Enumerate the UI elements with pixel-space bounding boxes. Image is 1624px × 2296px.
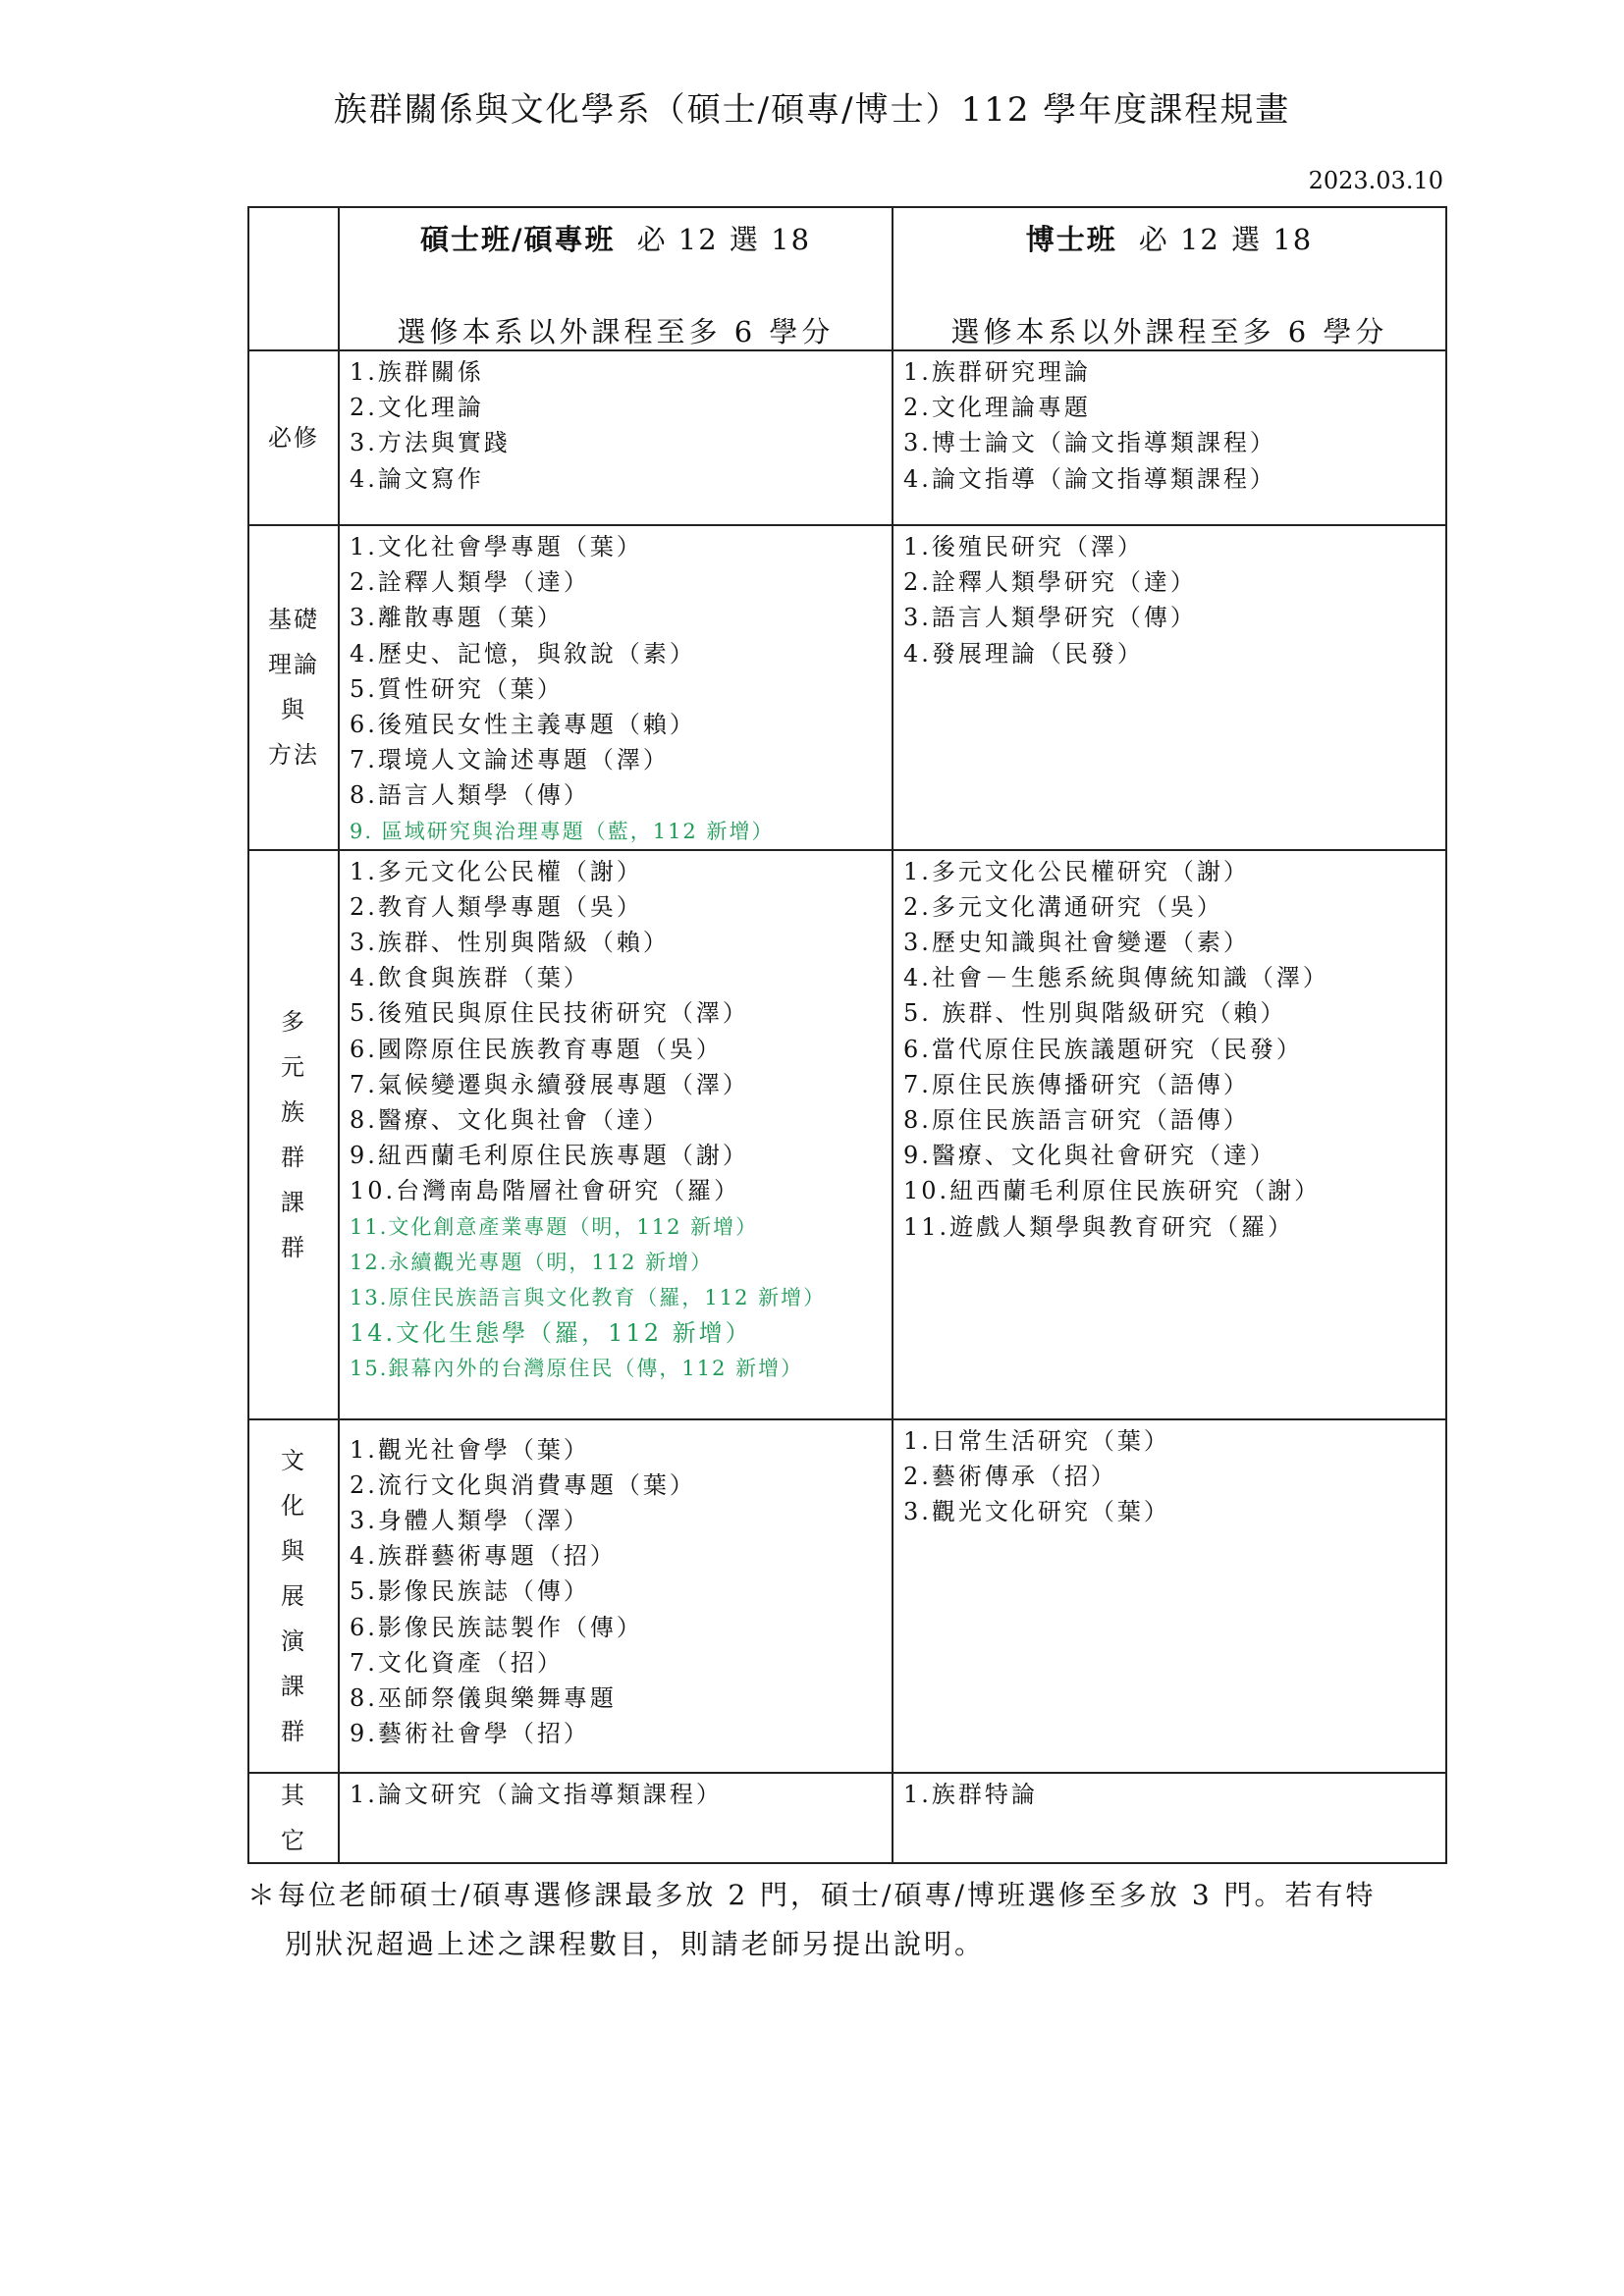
course-item: 6.當代原住民族議題研究（民發） [903, 1035, 1303, 1063]
course-item: 3.族群、性別與階級（賴） [350, 929, 670, 957]
course-item: 2.藝術傳承（招） [903, 1462, 1117, 1490]
category-label-line: 元 [281, 1052, 306, 1081]
new-course-item: 11.文化創意產業專題（明，112 新增） [350, 1214, 759, 1239]
course-item: 6.後殖民女性主義專題（賴） [350, 710, 696, 738]
row-other [248, 1773, 1446, 1863]
course-item: 1.族群研究理論 [903, 358, 1091, 386]
course-item: 10.紐西蘭毛利原住民族研究（謝） [903, 1177, 1322, 1205]
phd-other-cell [893, 1773, 1446, 1863]
course-item: 1.文化社會學專題（葉） [350, 533, 643, 561]
footnote [247, 1871, 1465, 1969]
course-item: 1.後殖民研究（澤） [903, 533, 1144, 561]
page-title: 族群關係與文化學系（碩士/碩專/博士）112 學年度課程規畫 [333, 90, 1291, 130]
masters-basic-cell [339, 525, 893, 850]
phd-elective-note: 選修本系以外課程至多 6 學分 [950, 315, 1388, 348]
course-item: 5.後殖民與原住民技術研究（澤） [350, 999, 749, 1028]
course-item: 8.醫療、文化與社會（達） [350, 1106, 670, 1134]
course-item: 2.流行文化與消費專題（葉） [350, 1470, 696, 1499]
category-label-line: 群 [281, 1233, 306, 1261]
course-item: 2.文化理論 [350, 394, 484, 422]
new-course-item: 15.銀幕內外的台灣原住民（傳，112 新增） [350, 1357, 804, 1381]
category-label-line: 群 [281, 1717, 306, 1745]
course-item: 5.影像民族誌（傳） [350, 1577, 590, 1606]
course-item: 2.詮釋人類學（達） [350, 568, 590, 597]
course-item: 2.文化理論專題 [903, 394, 1091, 422]
course-item: 11.遊戲人類學與教育研究（羅） [903, 1212, 1295, 1241]
course-item: 9.紐西蘭毛利原住民族專題（謝） [350, 1142, 749, 1170]
phd-header [893, 207, 1446, 350]
course-item: 7.文化資產（招） [350, 1648, 564, 1677]
masters-credits: 必 12 選 18 [636, 223, 812, 256]
masters-elective-note: 選修本系以外課程至多 6 學分 [397, 315, 835, 348]
corner-cell [248, 207, 339, 350]
course-item: 4.飲食與族群（葉） [350, 964, 590, 992]
course-item: 4.社會－生態系統與傳統知識（澤） [903, 964, 1329, 992]
category-label-line: 化 [281, 1491, 306, 1520]
course-item: 3.觀光文化研究（葉） [903, 1498, 1170, 1526]
course-item: 10.台灣南島階層社會研究（羅） [350, 1177, 741, 1205]
course-item: 5. 族群、性別與階級研究（賴） [903, 999, 1287, 1028]
course-item: 3.歷史知識與社會變遷（素） [903, 929, 1250, 957]
row-multi-ethnic [248, 850, 1446, 1419]
new-course-item: 14.文化生態學（羅，112 新增） [350, 1319, 752, 1348]
phd-basic-cell [893, 525, 1446, 850]
category-label-line: 其 [281, 1781, 306, 1809]
footnote-line-1: ＊每位老師碩士/碩專選修課最多放 2 門，碩士/碩專/博班選修至多放 3 門。若有特 [247, 1879, 1377, 1911]
masters-required-cell [339, 350, 893, 525]
document-date: 2023.03.10 [1308, 167, 1443, 194]
course-item: 3.方法與實踐 [350, 429, 511, 457]
course-item: 4.發展理論（民發） [903, 639, 1144, 667]
category-label-line: 多 [281, 1007, 306, 1036]
category-label-line: 群 [281, 1143, 306, 1171]
course-item: 6.國際原住民族教育專題（吳） [350, 1035, 723, 1063]
course-item: 1.多元文化公民權研究（謝） [903, 857, 1250, 885]
course-item: 9.藝術社會學（招） [350, 1720, 590, 1748]
category-culture-performance [248, 1419, 339, 1773]
category-label-line: 演 [281, 1627, 306, 1655]
course-item: 7.原住民族傳播研究（語傳） [903, 1070, 1250, 1098]
category-multi-ethnic [248, 850, 339, 1419]
course-item: 4.族群藝術專題（招） [350, 1542, 617, 1571]
masters-program-name: 碩士班/碩專班 [419, 223, 616, 256]
masters-culture-cell [339, 1419, 893, 1773]
course-item: 1.觀光社會學（葉） [350, 1435, 590, 1464]
course-item: 4.論文寫作 [350, 464, 484, 493]
masters-header [339, 207, 893, 350]
course-item: 7.氣候變遷與永續發展專題（澤） [350, 1070, 749, 1098]
course-item: 1.族群特論 [903, 1780, 1038, 1808]
course-plan-table [247, 206, 1447, 1864]
row-culture-performance [248, 1419, 1446, 1773]
course-item: 3.身體人類學（澤） [350, 1507, 590, 1535]
new-course-item: 13.原住民族語言與文化教育（羅，112 新增） [350, 1285, 827, 1309]
course-item: 1.論文研究（論文指導類課程） [350, 1780, 723, 1808]
phd-culture-cell [893, 1419, 1446, 1773]
category-label-line: 它 [281, 1826, 306, 1854]
course-item: 6.影像民族誌製作（傳） [350, 1613, 643, 1641]
category-label-line: 展 [281, 1581, 306, 1610]
row-required [248, 350, 1446, 525]
course-item: 5.質性研究（葉） [350, 674, 564, 703]
course-item: 7.環境人文論述專題（澤） [350, 746, 670, 774]
category-label-line: 基礎 [268, 606, 319, 634]
course-item: 1.多元文化公民權（謝） [350, 857, 643, 885]
category-label-line: 與 [281, 1536, 306, 1565]
phd-credits: 必 12 選 18 [1138, 223, 1314, 256]
course-item: 8.巫師祭儀與樂舞專題 [350, 1684, 617, 1712]
new-course-item: 12.永續觀光專題（明，112 新增） [350, 1250, 714, 1274]
course-item: 2.詮釋人類學研究（達） [903, 568, 1197, 597]
course-item: 1.日常生活研究（葉） [903, 1426, 1170, 1455]
course-item: 3.離散專題（葉） [350, 604, 564, 632]
masters-other-cell [339, 1773, 893, 1863]
phd-multi-cell [893, 850, 1446, 1419]
course-item: 3.博士論文（論文指導類課程） [903, 429, 1276, 457]
new-course-item: 9. 區域研究與治理專題（藍，112 新增） [350, 819, 775, 843]
footnote-line-2: 別狀況超過上述之課程數目，則請老師另提出說明。 [285, 1928, 986, 1960]
course-item: 2.教育人類學專題（吳） [350, 892, 643, 921]
category-required: 必修 [248, 350, 339, 525]
course-item: 8.語言人類學（傳） [350, 781, 590, 810]
category-label-line: 文 [281, 1446, 306, 1474]
course-item: 3.語言人類學研究（傳） [903, 604, 1197, 632]
category-label-line: 理論 [268, 651, 319, 679]
header-row [248, 207, 1446, 350]
phd-required-cell [893, 350, 1446, 525]
course-item: 4.論文指導（論文指導類課程） [903, 464, 1276, 493]
course-item: 2.多元文化溝通研究（吳） [903, 892, 1223, 921]
course-item: 1.族群關係 [350, 358, 484, 386]
course-item: 9.醫療、文化與社會研究（達） [903, 1142, 1276, 1170]
row-basic-theory [248, 525, 1446, 850]
category-other [248, 1773, 339, 1863]
masters-multi-cell [339, 850, 893, 1419]
category-label-line: 方法 [268, 741, 319, 770]
course-item: 4.歷史、記憶，與敘說（素） [350, 639, 696, 667]
category-label-line: 課 [281, 1672, 306, 1700]
category-label-line: 族 [281, 1097, 306, 1126]
phd-program-name: 博士班 [1025, 223, 1117, 256]
category-label-line: 與 [281, 696, 306, 724]
category-label-line: 課 [281, 1188, 306, 1216]
course-item: 8.原住民族語言研究（語傳） [903, 1106, 1250, 1134]
category-basic-theory [248, 525, 339, 850]
